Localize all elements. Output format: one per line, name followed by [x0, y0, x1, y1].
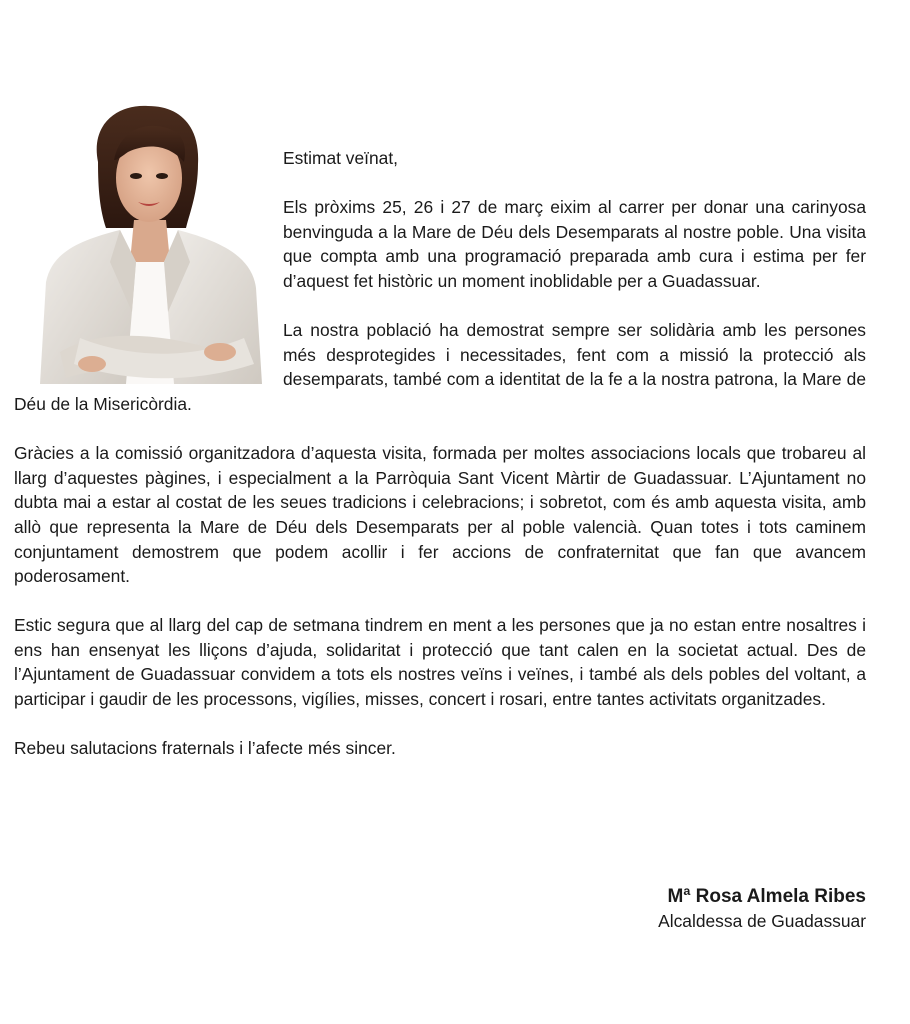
- signature-title: Alcaldessa de Guadassuar: [658, 911, 866, 931]
- letter-paragraph-1: Els pròxims 25, 26 i 27 de març eixim al carrer per donar una carinyosa benvinguda a la Mare de Déu dels Desemparats al nostre poble. Una visita que compta amb una programació preparada amb cura i estima per fer d’aquest fet històric un moment inoblidable per a Guadassuar.: [283, 197, 866, 291]
- signature-name: Mª Rosa Almela Ribes: [667, 886, 866, 907]
- letter-paragraph-3: Gràcies a la comissió organitzadora d’aquesta visita, formada per moltes associacions locals que trobareu al llarg d’aquestes pàgines, i especialment a la Parròquia Sant Vicent Màrtir de Guadassuar. L’Ajuntament no dubta mai a estar al costat de les seues tradicions i celebracions; i sobretot, com és amb aquesta visita, amb allò que representa la Mare de Déu dels Desemparats per al poble valencià. Quan totes i tots caminem conjuntament demostrem que podem acollir i fer accions de confraternitat que fan que avancem poderosament.: [14, 443, 866, 587]
- letter-paragraph-2: La nostra població ha demostrat sempre ser solidària amb les persones més desprotegides i necessitades, fent com a missió la protecció als desemparats, també com a identitat de la fe a la nostra patrona, la Mare de Déu de la Misericòrdia.: [14, 320, 866, 414]
- letter-closing: Rebeu salutacions fraternals i l’afecte més sincer.: [14, 738, 396, 759]
- portrait-wrap-spacer: [14, 146, 283, 380]
- letter-paragraph-4: Estic segura que al llarg del cap de setmana tindrem en ment a les persones que ja no estan entre nosaltres i ens han ensenyat les lliçons d’ajuda, solidaritat i protecció que tant calen en la societat actual. Des de l’Ajuntament de Guadassuar convidem a tots els nostres veïns i veïnes, i també als dels pobles del voltant, a participar i gaudir de les processons, vigílies, misses, concert i rosari, entre tantes activitats organitzades.: [14, 615, 866, 710]
- letter-salutation: Estimat veïnat,: [283, 148, 399, 168]
- letter-body: [14, 146, 866, 785]
- signature-block: [658, 884, 866, 934]
